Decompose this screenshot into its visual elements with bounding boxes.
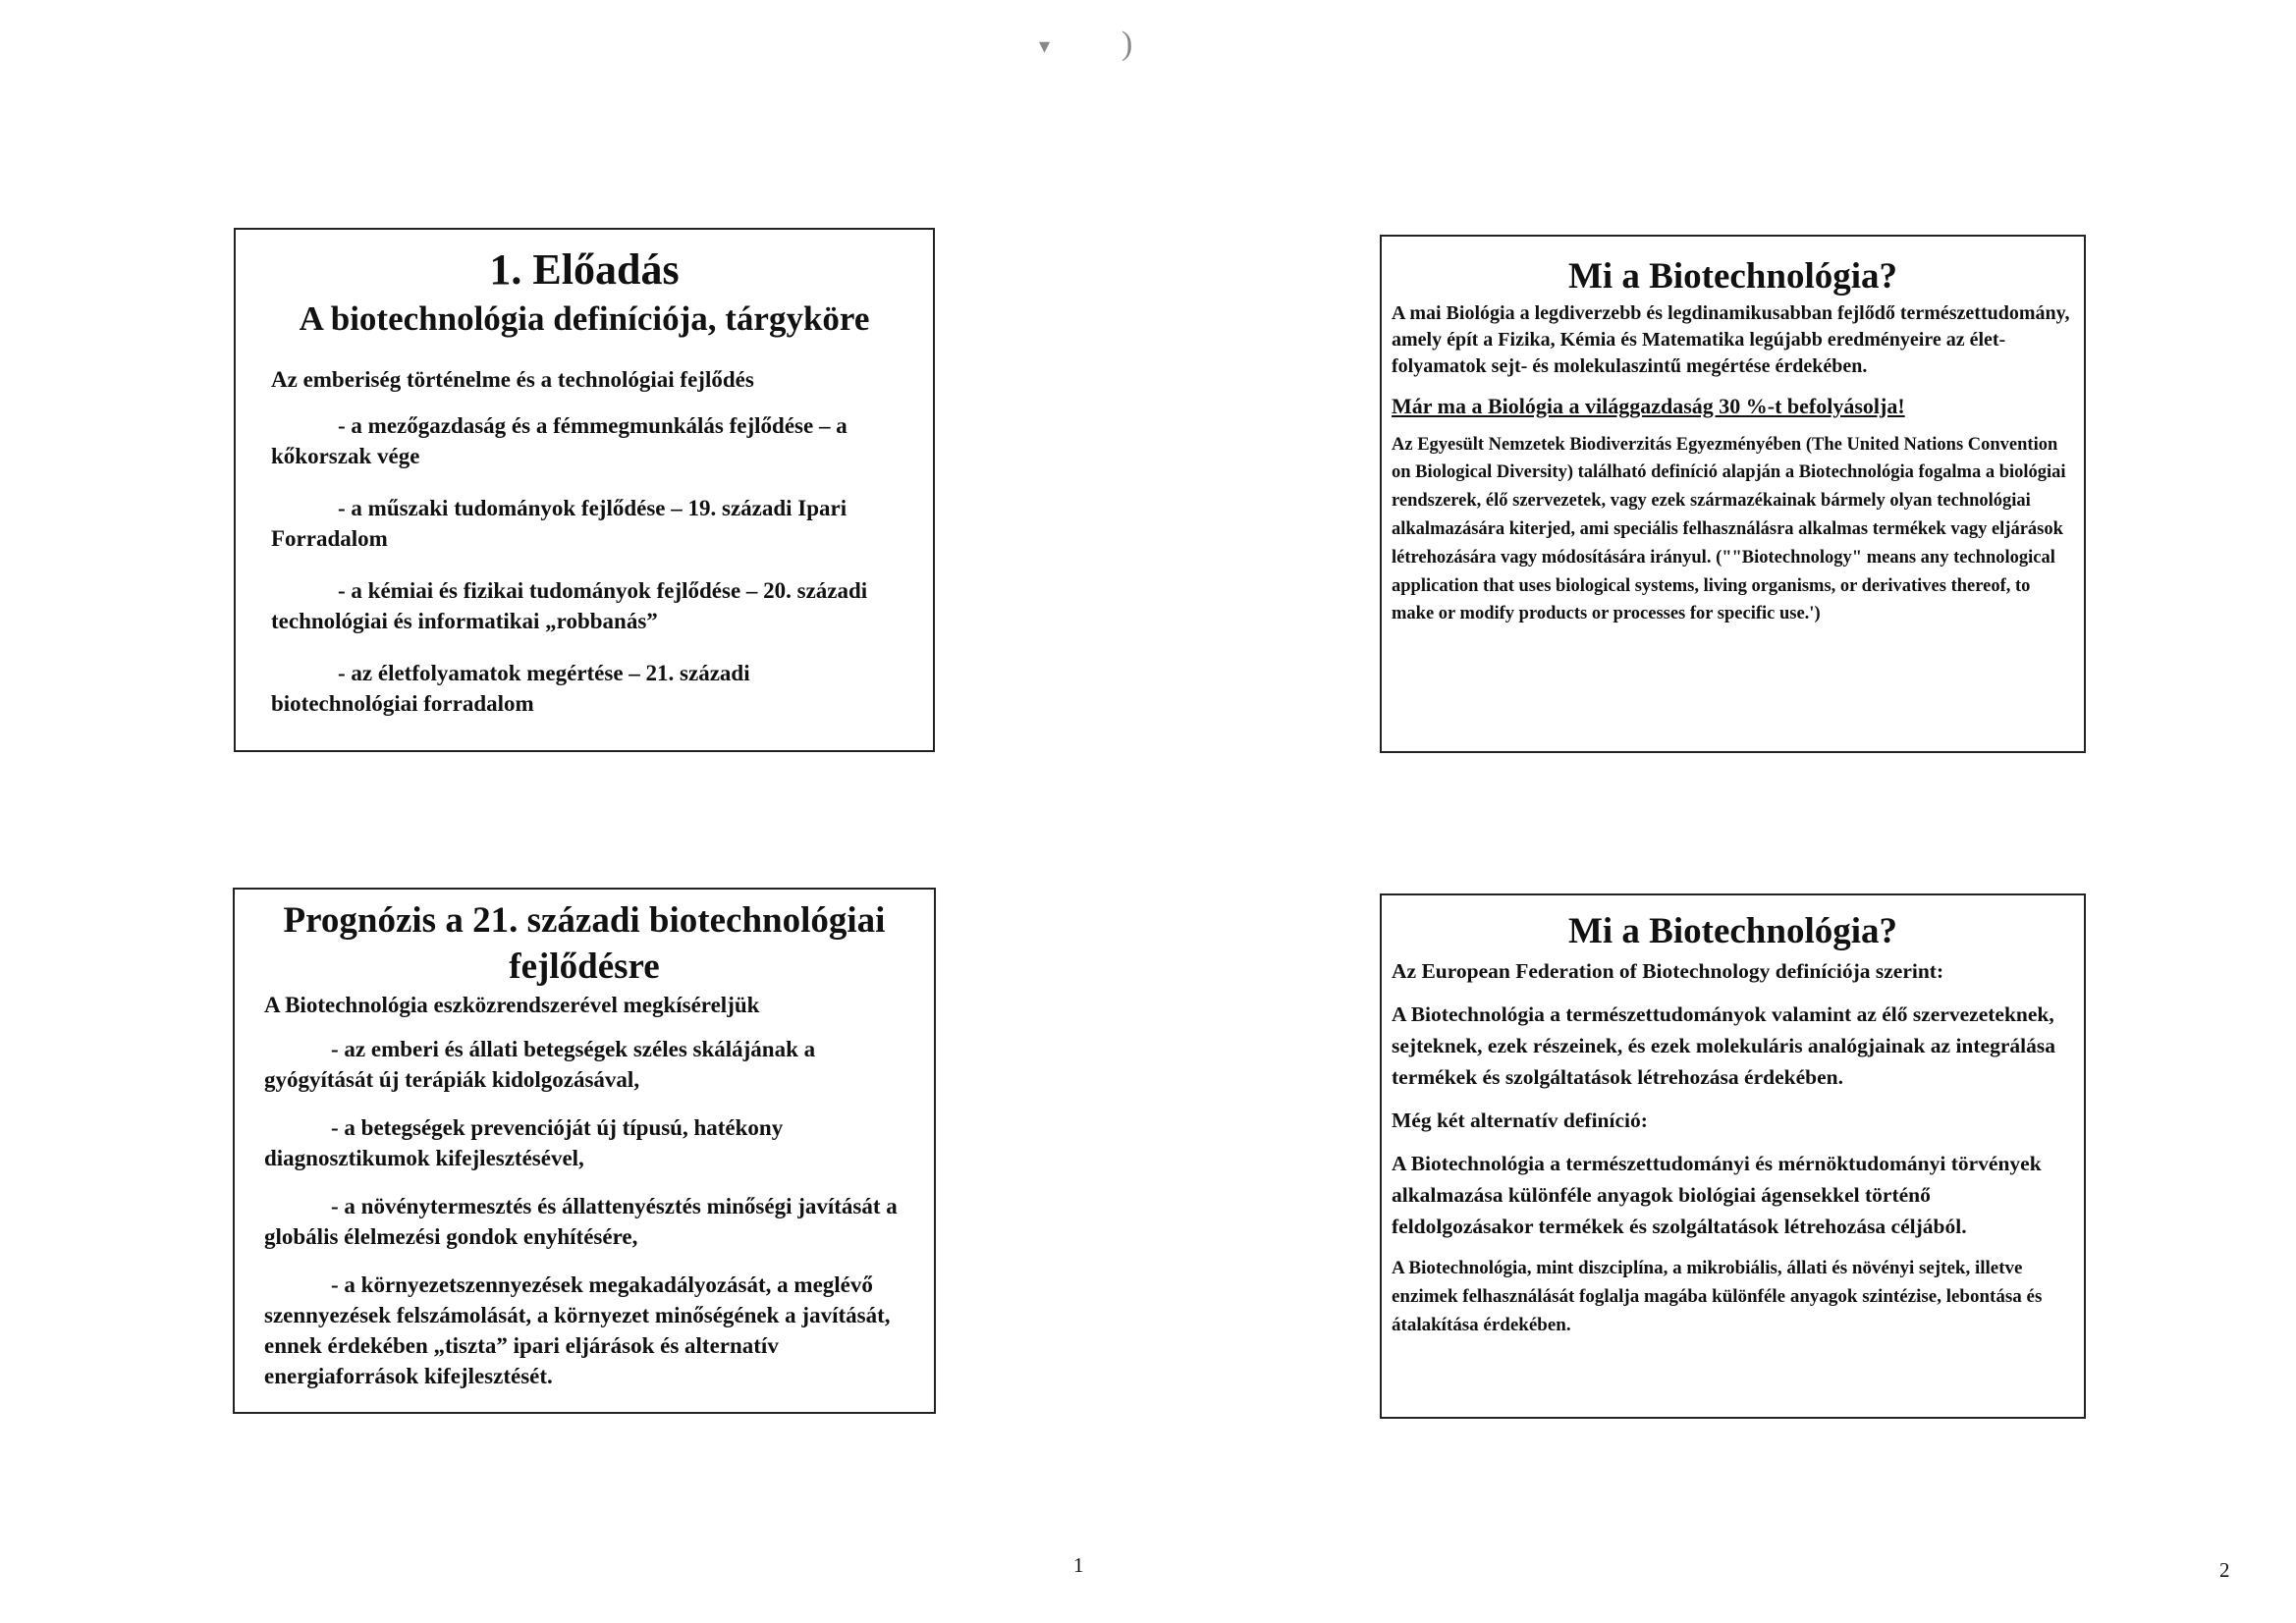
slide-2 bbox=[1380, 235, 2086, 753]
scan-speck: ▾ bbox=[1039, 33, 1051, 58]
slide-4-title: Mi a Biotechnológia? bbox=[1567, 911, 1898, 951]
slide-1-item: - az életfolyamatok megértése – 21. századi biotechnológiai forradalom bbox=[271, 660, 750, 716]
slide-1-lead: Az emberiség történelme és a technológiai fejlődés bbox=[271, 366, 754, 392]
slide-4-definition-3: A Biotechnológia, mint diszciplína, a mikrobiális, állati és növényi sejtek, illetve enzimek felhasználását foglalja magába különféle anyagok szintézise, lebontása és átalakítása érdekében. bbox=[1392, 1257, 2043, 1335]
slide-1-item: - a mezőgazdaság és a fémmegmunkálás fejlődése – a kőkorszak vége bbox=[271, 412, 847, 468]
slide-3-item: - a környezetszennyezések megakadályozását, a meglévő szennyezések felszámolását, a környezet minőségének a javítását, ennek érdekében „tiszta” ipari eljárások és alternatív energiaforrások kifejlesztését. bbox=[264, 1272, 891, 1388]
slide-2-highlight: Már ma a Biológia a világgazdaság 30 %-t befolyásolja! bbox=[1392, 393, 1905, 418]
slide-4-alt-heading: Még két alternatív definíció: bbox=[1392, 1108, 1648, 1132]
page-number: 1 bbox=[1073, 1553, 1084, 1577]
slide-3-item: - a növénytermesztés és állattenyésztés minőségi javítását a globális élelmezési gondok enyhítésére, bbox=[264, 1194, 898, 1249]
slide-1-item: - a kémiai és fizikai tudományok fejlődése – 20. századi technológiai és informatikai „robbanás” bbox=[271, 577, 868, 633]
slide-3-item: - a betegségek prevencióját új típusú, hatékony diagnosztikumok kifejlesztésével, bbox=[264, 1115, 784, 1170]
slide-4 bbox=[1380, 893, 2086, 1419]
slide-2-title: Mi a Biotechnológia? bbox=[1567, 256, 1898, 297]
slide-1-title: 1. Előadás bbox=[489, 245, 680, 294]
slide-4-source: Az European Federation of Biotechnology definíciója szerint: bbox=[1392, 958, 1944, 983]
scan-speck: ) bbox=[1121, 26, 1133, 62]
slide-1-subtitle: A biotechnológia definíciója, tárgyköre bbox=[299, 298, 870, 338]
slide-2-definition: Az Egyesült Nemzetek Biodiverzitás Egyezményében (The United Nations Convention on Biological Diversity) található definíció alapján a Biotechnológia fogalma a biológiai rendszerek, élő szervezetek, vagy ezek származékainak bármely olyan technológiai alkalmazására kiterjed, ami speciális felhasználásra alkalmas termékek vagy eljárások létrehozására vagy módosítására irányul. (""Biotechnology" means any technological application that uses biological systems, living organisms, or derivatives thereof, to make or modify products or processes for specific use.') bbox=[1392, 434, 2066, 624]
slide-3-lead: A Biotechnológia eszközrendszerével megkíséreljük bbox=[264, 993, 760, 1017]
slide-3 bbox=[233, 888, 936, 1414]
slide-2-intro: A mai Biológia a legdiverzebb és legdinamikusabban fejlődő természettudomány, amely épít a Fizika, Kémia és Matematika legújabb eredményeire az élet-folyamatok sejt- és molekulaszintű megértése érdekében. bbox=[1392, 301, 2070, 377]
slide-4-definition-1: A Biotechnológia a természettudományok valamint az élő szervezeteknek, sejteknek, ezek részeinek, és ezek molekuláris analógjainak az integrálása termékek és szolgáltatások létrehozása érdekében. bbox=[1392, 1001, 2055, 1089]
slide-3-title: Prognózis a 21. századi biotechnológiai fejlődésre bbox=[283, 900, 886, 987]
page-number: 2 bbox=[2219, 1558, 2230, 1582]
slide-1-item: - a műszaki tudományok fejlődése – 19. századi Ipari Forradalom bbox=[271, 495, 847, 551]
slide-4-definition-2: A Biotechnológia a természettudományi és mérnöktudományi törvények alkalmazása különféle anyagok biológiai ágensekkel történő feldolgozásakor termékek és szolgáltatások létrehozása céljából. bbox=[1392, 1151, 2042, 1238]
slide-3-item: - az emberi és állati betegségek széles skálájának a gyógyítását új terápiák kidolgozásával, bbox=[264, 1037, 816, 1092]
slide-1 bbox=[234, 228, 935, 752]
